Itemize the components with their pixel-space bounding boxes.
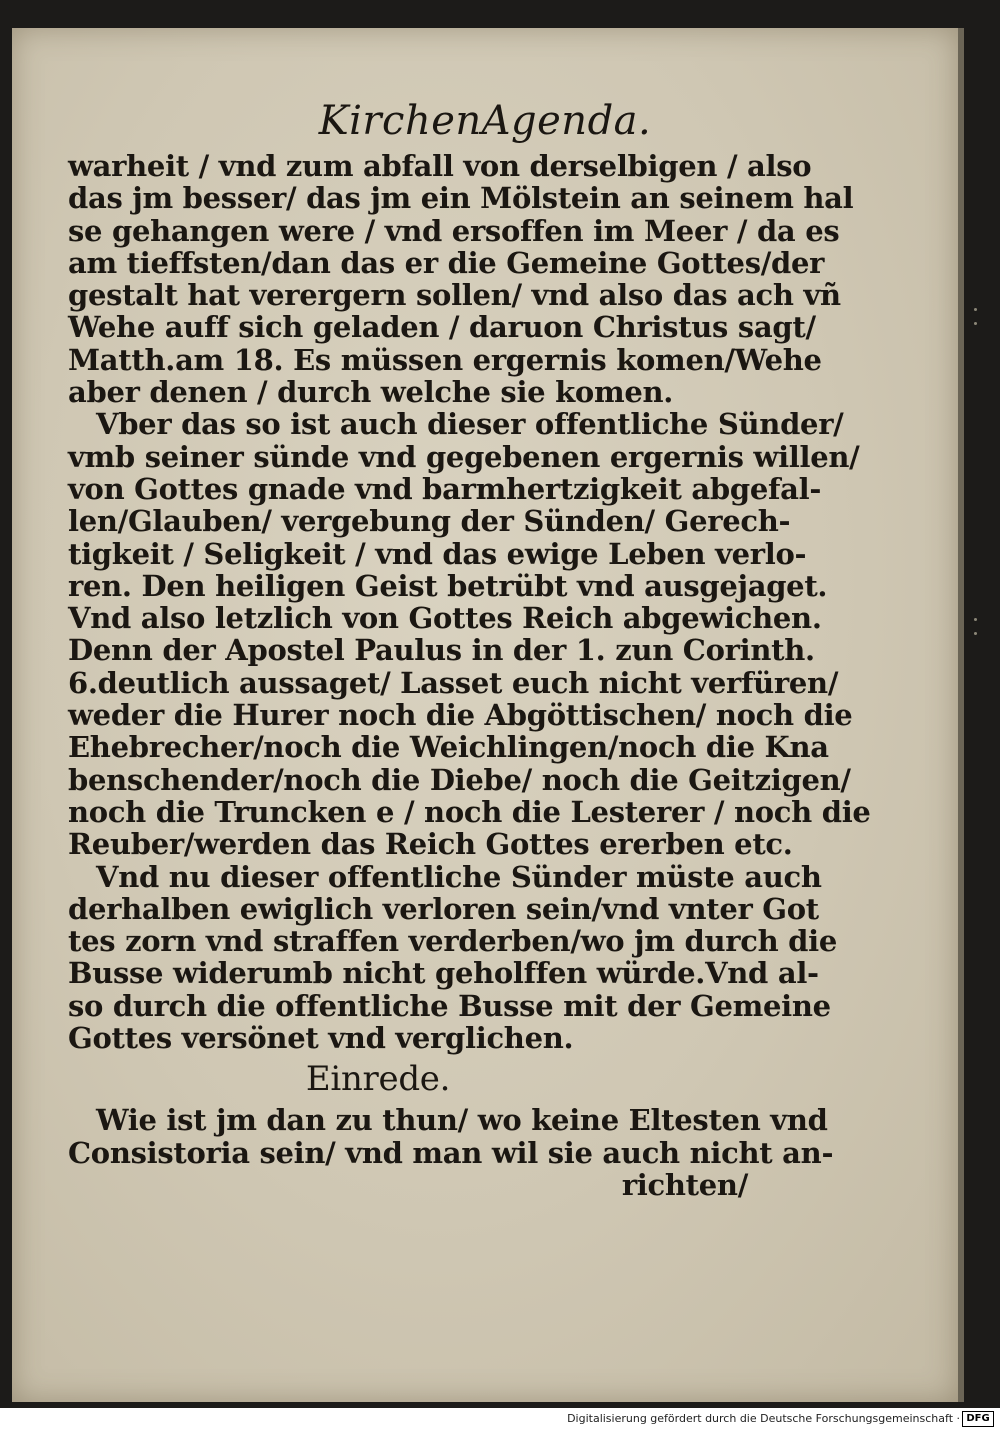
- text-line: ren. Den heiligen Geist betrübt vnd ausgejaget.: [68, 568, 828, 603]
- text-line: das jm besser/ das jm ein Mölstein an seinem hal: [68, 181, 854, 216]
- text-line: benschender/noch die Diebe/ noch die Geitzigen/: [68, 762, 851, 797]
- text-line: len/Glauben/ vergebung der Sünden/ Gerech-: [68, 504, 791, 539]
- text-line: aber denen / durch welche sie komen.: [68, 375, 674, 410]
- text-line: 6.deutlich aussaget/ Lasset euch nicht verfüren/: [68, 665, 839, 700]
- text-line: warheit / vnd zum abfall von derselbigen / also: [68, 149, 812, 183]
- text-line: Vnd nu dieser offentliche Sünder müste auch: [96, 859, 822, 894]
- catchword: richten/: [621, 1167, 748, 1202]
- text-line: derhalben ewiglich verloren sein/vnd vnter Got: [68, 891, 819, 926]
- text-line: Wie ist jm dan zu thun/ wo keine Eltesten vnd: [96, 1103, 828, 1138]
- text-line: tes zorn vnd straffen verderben/wo jm durch die: [68, 924, 838, 959]
- text-line: weder die Hurer noch die Abgöttischen/ noch die: [68, 698, 853, 733]
- text-line: Denn der Apostel Paulus in der 1. zun Corinth.: [68, 633, 815, 668]
- paragraph-2: [68, 407, 871, 862]
- section-title: Einrede.: [305, 1059, 451, 1100]
- margin-marks: [968, 60, 988, 1360]
- text-line: so durch die offentliche Busse mit der Gemeine: [68, 988, 831, 1023]
- text-line: Busse widerumb nicht geholffen würde.Vnd al-: [68, 956, 819, 991]
- text-line: Wehe auff sich geladen / daruon Christus sagt/: [68, 310, 816, 345]
- text-line: gestalt hat verergern sollen/ vnd also das ach vñ: [68, 278, 841, 313]
- text-line: Reuber/werden das Reich Gottes ererben etc.: [68, 827, 793, 862]
- book-page: [12, 28, 958, 1402]
- text-line: vmb seiner sünde vnd gegebenen ergernis willen/: [68, 439, 860, 474]
- footer-bar: [0, 1408, 1000, 1429]
- text-line: se gehangen were / vnd ersoffen im Meer / da es: [68, 213, 840, 248]
- text-line: Vnd also letzlich von Gottes Reich abgewichen.: [68, 601, 822, 636]
- text-line: Ehebrecher/noch die Weichlingen/noch die Kna: [68, 730, 829, 765]
- dfg-logo: DFG: [962, 1411, 994, 1427]
- page-edge: [958, 28, 964, 1402]
- text-line: Vber das so ist auch dieser offentliche Sünder/: [96, 407, 844, 442]
- body-text: [68, 149, 871, 1202]
- paragraph-4: [68, 1103, 834, 1170]
- text-line: von Gottes gnade vnd barmhertzigkeit abgefal-: [68, 471, 822, 506]
- text-line: noch die Truncken e / noch die Lesterer / noch die: [68, 794, 871, 829]
- text-line: am tieffsten/dan das er die Gemeine Gottes/der: [68, 245, 825, 280]
- running-header: KirchenAgenda.: [318, 98, 652, 144]
- text-line: Consistoria sein/ vnd man wil sie auch nicht an-: [68, 1135, 834, 1170]
- footer-text: Digitalisierung gefördert durch die Deutsche Forschungsgemeinschaft ·: [567, 1412, 960, 1425]
- text-line: Matth.am 18. Es müssen ergernis komen/Wehe: [68, 342, 822, 377]
- paragraph-1: [68, 149, 854, 410]
- text-line: tigkeit / Seligkeit / vnd das ewige Leben verlo-: [68, 536, 807, 571]
- text-line: Gottes versönet vnd verglichen.: [68, 1021, 574, 1056]
- paragraph-3: [68, 859, 838, 1056]
